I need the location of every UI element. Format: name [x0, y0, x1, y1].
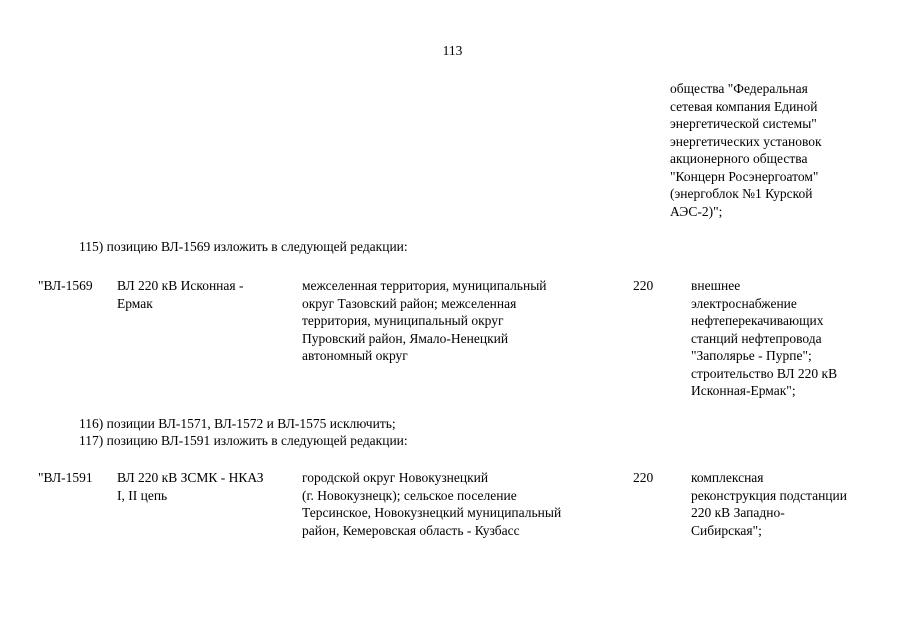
- instruction-115: 115) позицию ВЛ-1569 изложить в следующей редакции:: [79, 239, 408, 254]
- entry-code: "ВЛ-1569: [38, 278, 93, 293]
- entry-name: ВЛ 220 кВ ЗСМК - НКАЗ I, II цепь: [117, 470, 264, 503]
- entry-code: "ВЛ-1591: [38, 470, 93, 485]
- entry-voltage: 220: [633, 278, 654, 293]
- entry-purpose: комплексная реконструкция подстанции 220 кВ Западно- Сибирская";: [691, 470, 847, 538]
- entry-location: межселенная территория, муниципальный округ Тазовский район; межселенная территория, муниципальный округ Пуровский район, Ямало-Ненецкий автономный округ: [302, 278, 547, 363]
- entry-voltage: 220: [633, 470, 654, 485]
- page-number: 113: [442, 43, 463, 58]
- instruction-117: 117) позицию ВЛ-1591 изложить в следующей редакции:: [79, 433, 408, 448]
- entry-purpose: внешнее электроснабжение нефтеперекачивающих станций нефтепровода "Заполярье - Пурпе"; строительство ВЛ 220 кВ Исконная-Ермак";: [691, 278, 838, 398]
- entry-name: ВЛ 220 кВ Исконная - Ермак: [117, 278, 244, 311]
- entry-location: городской округ Новокузнецкий (г. Новокузнецк); сельское поселение Терсинское, Новокузнецкий муниципальный район, Кемеровская область - Кузбасс: [302, 470, 562, 538]
- previous-entry-purpose-continuation: общества "Федеральная сетевая компания Единой энергетической системы" энергетических установок акционерного общества "Концерн Росэнергоатом" (энергоблок №1 Курской АЭС-2)";: [670, 81, 822, 219]
- instruction-116: 116) позиции ВЛ-1571, ВЛ-1572 и ВЛ-1575 исключить;: [79, 416, 396, 431]
